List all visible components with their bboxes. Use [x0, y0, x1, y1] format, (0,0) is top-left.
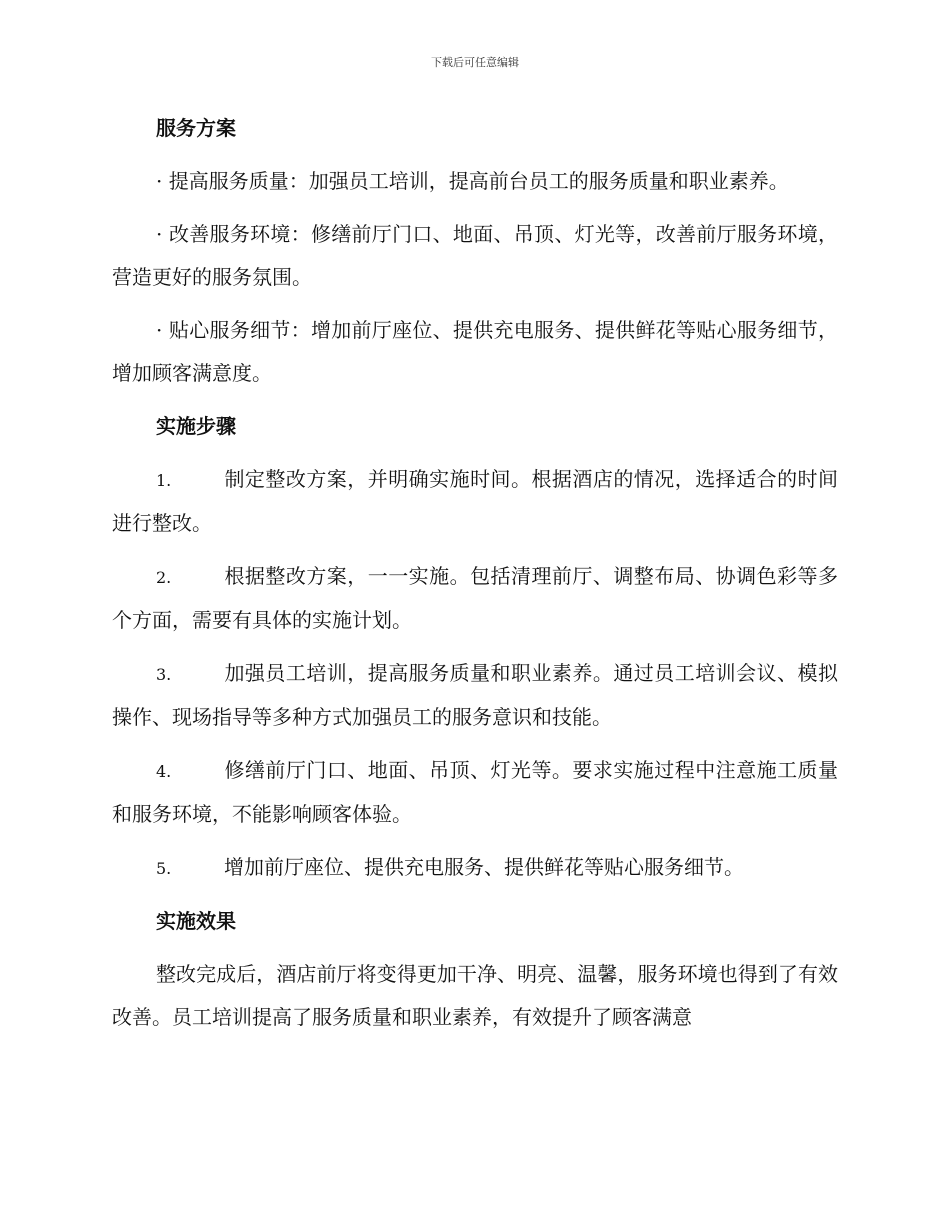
numbered-step [112, 846, 838, 890]
step-number: 1. [156, 471, 172, 490]
section-heading-implementation-results: 实施效果 [156, 909, 236, 933]
numbered-step [112, 458, 838, 545]
header-note: 下载后可任意编辑 [431, 56, 519, 69]
step-number: 4. [156, 762, 172, 781]
step-text: 根据整改方案，一一实施。包括清理前厅、调整布局、协调色彩等多个方面，需要有具体的实施计划。 [112, 564, 838, 632]
numbered-step [112, 749, 838, 836]
numbered-step [112, 652, 838, 739]
document-body [112, 107, 838, 1049]
step-number: 3. [156, 665, 172, 684]
step-number: 2. [156, 568, 172, 587]
step-text: 修缮前厅门口、地面、吊顶、灯光等。要求实施过程中注意施工质量和服务环境，不能影响顾客体验。 [112, 758, 838, 826]
bullet-paragraph: · 改善服务环境：修缮前厅门口、地面、吊顶、灯光等，改善前厅服务环境，营造更好的服务氛围。 [112, 222, 838, 289]
step-number: 5. [156, 859, 172, 878]
numbered-step [112, 555, 838, 642]
results-paragraph: 整改完成后，酒店前厅将变得更加干净、明亮、温馨，服务环境也得到了有效改善。员工培训提高了服务质量和职业素养，有效提升了顾客满意 [112, 962, 838, 1029]
step-text: 加强员工培训，提高服务质量和职业素养。通过员工培训会议、模拟操作、现场指导等多种方式加强员工的服务意识和技能。 [112, 661, 838, 729]
section-heading-service-plan: 服务方案 [156, 116, 236, 140]
bullet-paragraph: · 贴心服务细节：增加前厅座位、提供充电服务、提供鲜花等贴心服务细节，增加顾客满意度。 [112, 318, 838, 385]
step-text: 制定整改方案，并明确实施时间。根据酒店的情况，选择适合的时间进行整改。 [112, 467, 838, 535]
bullet-paragraph: · 提高服务质量：加强员工培训，提高前台员工的服务质量和职业素养。 [156, 169, 789, 193]
step-text: 增加前厅座位、提供充电服务、提供鲜花等贴心服务细节。 [224, 855, 744, 879]
section-heading-implementation-steps: 实施步骤 [156, 414, 236, 438]
